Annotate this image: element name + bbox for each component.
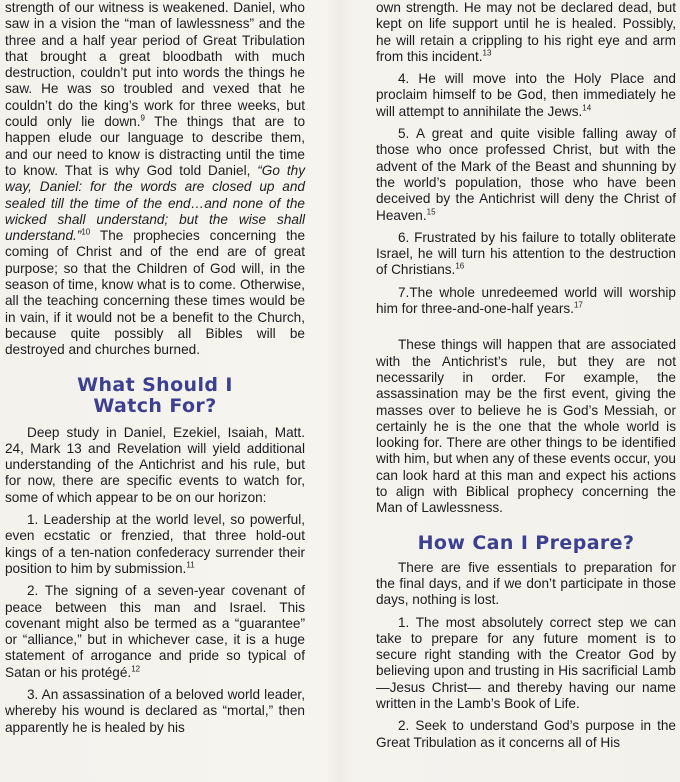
- daniel-quote: “Go thy way, Daniel: for the words are closed up and sealed till the time of the end…and none of the wicked shall understand; but the wise shall understand.”: [5, 162, 305, 244]
- continuation-paragraph: own strength. He may not be declared dead, but kept on life support until he is healed. Possibly, he will retain a crippling to his right eye and arm from this incident.$^{13}$: [376, 0, 676, 64]
- heading-how-can-i-prepare: How Can I Prepare?: [417, 531, 635, 554]
- footnote-9: 9: [140, 113, 145, 123]
- prepare-step-1: 1. The most absolutely correct step we can take to prepare for any future moment is to secure right standing with the Creator God by believing upon and trusting in His sacrificial Lamb—Jesus Christ— and thereby having our name written in the Lamb’s Book of Life.: [376, 614, 676, 711]
- footnote-10: 10: [81, 227, 91, 237]
- watch-item-5: 5. A great and quite visible falling away of those who once professed Christ, but with the advent of the Mark of the Beast and shunning by the world’s population, those who have been deceived by the Antichrist will deny the Christ of Heaven.$^{15}$: [376, 126, 676, 223]
- summary-paragraph: These things will happen that are associated with the Antichrist’s rule, but they are not necessarily in order. For example, the assassination may be the first event, giving the masses over to believe he is God’s Messiah, or certainly he is the one that the whole world is looking for. There are other things to be identified with him, but when any of these events occur, you can look hard at this man and expect his actions to align with Biblical prophecy concerning the Man of Lawlessness.: [376, 337, 676, 516]
- right-column: [376, 0, 676, 751]
- watch-item-4: 4. He will move into the Holy Place and proclaim himself to be God, then immediately he will attempt to annihilate the Jews.$^{14}$: [376, 71, 676, 119]
- watch-item-6: 6. Frustrated by his failure to totally obliterate Israel, he will turn his attention to the destruction of Christians.$^{16}$: [376, 229, 676, 278]
- prepare-step-2: 2. Seek to understand God’s purpose in the Great Tribulation as it concerns all of His: [376, 718, 676, 750]
- watch-item-1: 1. Leadership at the world level, so powerful, even ecstatic or frenzied, that three hold-out kings of a ten-nation confederacy surrender their position to him by submission.$^{11}$: [5, 512, 305, 576]
- heading-what-should-i-watch-for: What Should I Watch For?: [77, 373, 233, 417]
- watch-item-7: 7.The whole unredeemed world will worship him for three-and-one-half years.$^{17}$: [376, 284, 676, 317]
- prepare-intro-paragraph: There are five essentials to preparation for the final days, and if we don’t participate in those days, nothing is lost.: [376, 559, 676, 608]
- left-column: [5, 0, 305, 736]
- watch-item-3: 3. An assassination of a beloved world leader, whereby his wound is declared as “mortal,” then apparently he is healed by his: [5, 686, 305, 735]
- watch-intro-paragraph: Deep study in Daniel, Ezekiel, Isaiah, Matt. 24, Mark 13 and Revelation will yield additional understanding of the Antichrist and his rule, but for now, there are specific events to watch for, some of which appear to be on our horizon:: [5, 424, 305, 505]
- watch-item-2: 2. The signing of a seven-year covenant of peace between this man and Israel. This covenant might also be termed as a “guarantee” or “alliance,” but in whichever case, it is a huge statement of arrogance and pride so typical of Satan or his protégé.$^{12}$: [5, 583, 305, 680]
- intro-paragraph: strength of our witness is weakened. Daniel, who saw in a vision the “man of lawlessness” and the three and a half year period of Great Tribulation that brought a great bloodbath with much destruction, couldn’t put into words the things he saw. He was so troubled and vexed that he couldn’t do the king’s work for three weeks, but could only lie down.$^9$ The things that are to happen elude our language to describe them, and our need to know is distracting until the time to know. That is why God told Daniel, “Go thy way, Daniel: for the words are closed up and sealed till the time of the end…and none of the wicked shall understand; but the wise shall understand.”$^{10}$ The prophecies concerning the coming of Christ and of the end are of great purpose; so that the Children of God will, in the season of time, know what is to come. Otherwise, all the teaching concerning these times would be in vain, if it would not be a benefit to the Church, because quite possibly all Bibles will be destroyed and churches burned.: [5, 0, 305, 358]
